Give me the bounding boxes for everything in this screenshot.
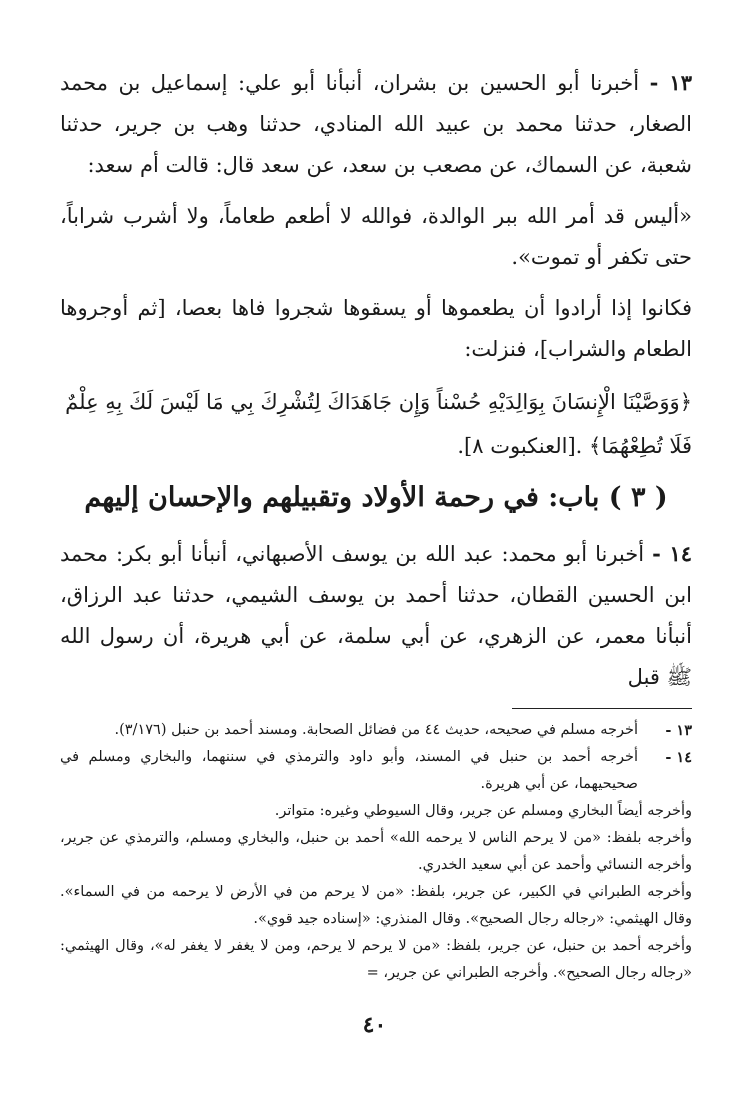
page-number: ٤٠ — [362, 1012, 387, 1038]
quran-verse-text: ﴿وَوَصَّيْنَا الْإِنسَانَ بِوَالِدَيْهِ حُسْناً وَإِن جَاهَدَاكَ لِتُشْرِكَ بِي مَا لَيْسَ لَكَ بِهِ عِلْمٌ فَلَا تُطِعْهُمَا﴾ — [65, 390, 692, 458]
hadith-14-number: ١٤ - — [652, 541, 692, 566]
hadith-13-isnad-text: أخبرنا أبو الحسين بن بشران، أنبأنا أبو علي: إسماعيل بن محمد الصغار، حدثنا محمد بن عبيد الله المنادي، حدثنا وهب بن جرير، حدثنا شعبة، عن السماك، عن مصعب بن سعد، عن سعد قال: قالت أم سعد: — [60, 71, 692, 177]
hadith-13-narration: فكانوا إذا أرادوا أن يطعموها أو يسقوها شجروا فاها بعصا، [ثم أوجروها الطعام والشراب]، فنزلت: — [60, 296, 692, 361]
footnote-14 — [60, 744, 692, 798]
hadith-14 — [60, 533, 692, 698]
footnote-14-line: وأخرجه الطبراني في الكبير، عن جرير، بلفظ: «من لا يرحم من في الأرض لا يرحمه من في السماء». وقال الهيثمي: «رجاله رجال الصحيح». وقال المنذري: «إسناده جيد قوي». — [60, 884, 692, 927]
quran-verse — [60, 380, 692, 468]
hadith-13-quote: «أليس قد أمر الله ببر الوالدة، فوالله لا أطعم طعاماً، ولا أشرب شراباً، حتى تكفر أو تموت». — [60, 204, 692, 269]
quran-verse-reference: .[العنكبوت ٨]. — [457, 434, 583, 458]
footnote-13-text: أخرجه مسلم في صحيحه، حديث ٤٤ من فضائل الصحابة. ومسند أحمد بن حنبل (٣/١٧٦). — [114, 722, 638, 738]
footnote-13 — [60, 717, 692, 744]
footnote-14-line: وأخرجه أحمد بن حنبل، عن جرير، بلفظ: «من لا يرحم لا يرحم، ومن لا يغفر لا يغفر له»، وقال الهيثمي: «رجاله رجال الصحيح». وأخرجه الطبراني عن جرير، = — [60, 938, 692, 981]
footnote-14-line: وأخرجه بلفظ: «من لا يرحم الناس لا يرحمه الله» أحمد بن حنبل، والبخاري ومسلم، والترمذي عن جرير، وأخرجه النسائي وأحمد عن أبي سعيد الخدري. — [60, 830, 692, 873]
footnote-separator — [512, 708, 692, 709]
footnote-13-number: ١٣ - — [665, 722, 692, 739]
footnote-14-text: أخرجه أحمد بن حنبل في المسند، وأبو داود والترمذي في سننهما، والبخاري ومسلم في صحيحيهما، عن أبي هريرة. — [60, 749, 638, 792]
footnote-14-line: وأخرجه أيضاً البخاري ومسلم عن جرير، وقال السيوطي وغيره: متواتر. — [274, 803, 692, 819]
hadith-14-text: أخبرنا أبو محمد: عبد الله بن يوسف الأصبهاني، أنبأنا أبو بكر: محمد ابن الحسين القطان، حدثنا أحمد بن يوسف الشيمي، حدثنا عبد الرزاق، أنبأنا معمر، عن الزهري، عن أبي سلمة، عن أبي هريرة، أن رسول الله ﷺ قبل — [60, 542, 692, 689]
hadith-13-number: ١٣ - — [649, 70, 692, 95]
chapter-heading: ( ٣ ) باب: في رحمة الأولاد وتقبيلهم والإحسان إليهم — [84, 482, 668, 513]
book-page — [60, 62, 692, 987]
footnote-14-number: ١٤ - — [665, 749, 692, 766]
hadith-13-isnad — [60, 62, 692, 186]
